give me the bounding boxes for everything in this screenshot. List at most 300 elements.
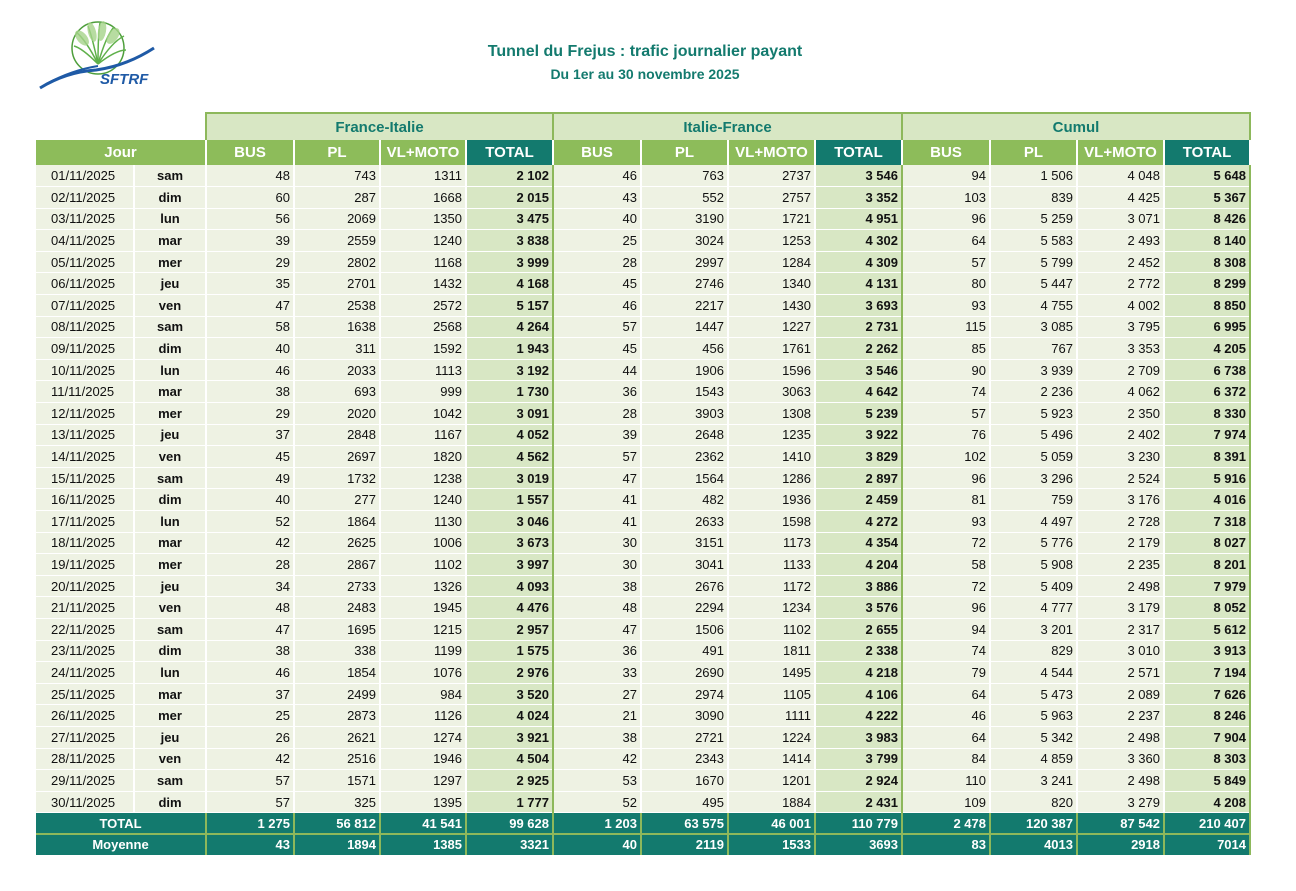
- date-cell: 07/11/2025: [36, 295, 134, 317]
- vl-moto-cell: 1395: [380, 791, 466, 813]
- pl-cell: 4 859: [990, 748, 1077, 770]
- vl-moto-cell: 1946: [380, 748, 466, 770]
- total-value: 1 275: [206, 813, 294, 834]
- total-cell: 3 829: [815, 446, 902, 468]
- total-cell: 8 052: [1164, 597, 1250, 619]
- vl-moto-cell: 1311: [380, 165, 466, 187]
- column-header-total: TOTAL: [1164, 140, 1250, 165]
- total-cell: 3 576: [815, 597, 902, 619]
- bus-cell: 85: [902, 338, 990, 360]
- vl-moto-cell: 1224: [728, 726, 815, 748]
- table-row: [36, 532, 1250, 554]
- bus-cell: 115: [902, 316, 990, 338]
- bus-cell: 90: [902, 359, 990, 381]
- bus-cell: 30: [553, 532, 641, 554]
- bus-cell: 29: [206, 251, 294, 273]
- vl-moto-cell: 3 071: [1077, 208, 1164, 230]
- bus-cell: 41: [553, 489, 641, 511]
- table-row: [36, 467, 1250, 489]
- vl-moto-cell: 1286: [728, 467, 815, 489]
- bus-cell: 28: [206, 554, 294, 576]
- pl-cell: 287: [294, 187, 380, 209]
- bus-cell: 93: [902, 511, 990, 533]
- pl-cell: 4 497: [990, 511, 1077, 533]
- date-cell: 14/11/2025: [36, 446, 134, 468]
- vl-moto-cell: 1326: [380, 575, 466, 597]
- vl-moto-cell: 2568: [380, 316, 466, 338]
- bus-cell: 42: [206, 748, 294, 770]
- weekday-cell: ven: [134, 597, 206, 619]
- total-cell: 3 997: [466, 554, 553, 576]
- weekday-cell: sam: [134, 316, 206, 338]
- average-value: 1385: [380, 834, 466, 855]
- total-cell: 7 318: [1164, 511, 1250, 533]
- total-cell: 7 974: [1164, 424, 1250, 446]
- vl-moto-cell: 1173: [728, 532, 815, 554]
- total-cell: 4 016: [1164, 489, 1250, 511]
- vl-moto-cell: 1235: [728, 424, 815, 446]
- column-header-bus: BUS: [902, 140, 990, 165]
- table-row: [36, 187, 1250, 209]
- total-cell: 5 849: [1164, 770, 1250, 792]
- date-cell: 03/11/2025: [36, 208, 134, 230]
- total-cell: 4 302: [815, 230, 902, 252]
- pl-cell: 2697: [294, 446, 380, 468]
- pl-cell: 2625: [294, 532, 380, 554]
- vl-moto-cell: 1253: [728, 230, 815, 252]
- column-header-vl-moto: VL+MOTO: [728, 140, 815, 165]
- weekday-cell: dim: [134, 791, 206, 813]
- weekday-cell: dim: [134, 187, 206, 209]
- bus-cell: 58: [902, 554, 990, 576]
- bus-cell: 40: [206, 338, 294, 360]
- vl-moto-cell: 1297: [380, 770, 466, 792]
- pl-cell: 5 473: [990, 683, 1077, 705]
- date-cell: 08/11/2025: [36, 316, 134, 338]
- table-row: [36, 316, 1250, 338]
- bus-cell: 21: [553, 705, 641, 727]
- vl-moto-cell: 1167: [380, 424, 466, 446]
- bus-cell: 64: [902, 683, 990, 705]
- total-cell: 7 194: [1164, 662, 1250, 684]
- total-cell: 2 655: [815, 618, 902, 640]
- weekday-cell: mar: [134, 532, 206, 554]
- total-cell: 3 913: [1164, 640, 1250, 662]
- bus-cell: 103: [902, 187, 990, 209]
- pl-cell: 5 583: [990, 230, 1077, 252]
- pl-cell: 2867: [294, 554, 380, 576]
- page-title: Tunnel du Frejus : trafic journalier payant: [487, 43, 803, 60]
- weekday-cell: mar: [134, 683, 206, 705]
- pl-cell: 2873: [294, 705, 380, 727]
- weekday-cell: mer: [134, 705, 206, 727]
- total-cell: 3 886: [815, 575, 902, 597]
- total-cell: 3 799: [815, 748, 902, 770]
- pl-cell: 3 085: [990, 316, 1077, 338]
- pl-cell: 2802: [294, 251, 380, 273]
- vl-moto-cell: 3 230: [1077, 446, 1164, 468]
- vl-moto-cell: 2 179: [1077, 532, 1164, 554]
- pl-cell: 743: [294, 165, 380, 187]
- average-value: 2918: [1077, 834, 1164, 855]
- vl-moto-cell: 3 179: [1077, 597, 1164, 619]
- date-cell: 15/11/2025: [36, 467, 134, 489]
- page-subtitle: Du 1er au 30 novembre 2025: [550, 66, 740, 82]
- bus-cell: 48: [553, 597, 641, 619]
- vl-moto-cell: 2 498: [1077, 770, 1164, 792]
- bus-cell: 36: [553, 381, 641, 403]
- bus-cell: 26: [206, 726, 294, 748]
- total-cell: 4 562: [466, 446, 553, 468]
- pl-cell: 3090: [641, 705, 728, 727]
- total-cell: 4 264: [466, 316, 553, 338]
- total-value: 2 478: [902, 813, 990, 834]
- pl-cell: 3041: [641, 554, 728, 576]
- vl-moto-cell: 1414: [728, 748, 815, 770]
- column-header-bus: BUS: [553, 140, 641, 165]
- vl-moto-cell: 1721: [728, 208, 815, 230]
- date-cell: 16/11/2025: [36, 489, 134, 511]
- average-value: 83: [902, 834, 990, 855]
- bus-cell: 93: [902, 295, 990, 317]
- total-cell: 5 157: [466, 295, 553, 317]
- table-row: [36, 662, 1250, 684]
- weekday-cell: mar: [134, 381, 206, 403]
- vl-moto-cell: 2 237: [1077, 705, 1164, 727]
- total-value: 110 779: [815, 813, 902, 834]
- bus-cell: 47: [206, 295, 294, 317]
- pl-cell: 2516: [294, 748, 380, 770]
- bus-cell: 46: [553, 295, 641, 317]
- vl-moto-cell: 2 728: [1077, 511, 1164, 533]
- vl-moto-cell: 2 317: [1077, 618, 1164, 640]
- pl-cell: 2633: [641, 511, 728, 533]
- total-cell: 7 979: [1164, 575, 1250, 597]
- total-cell: 4 309: [815, 251, 902, 273]
- pl-cell: 767: [990, 338, 1077, 360]
- total-cell: 7 904: [1164, 726, 1250, 748]
- average-value: 2119: [641, 834, 728, 855]
- pl-cell: 5 496: [990, 424, 1077, 446]
- weekday-cell: sam: [134, 467, 206, 489]
- pl-cell: 3 241: [990, 770, 1077, 792]
- bus-cell: 46: [553, 165, 641, 187]
- total-cell: 4 642: [815, 381, 902, 403]
- pl-cell: 1670: [641, 770, 728, 792]
- blank-header: [36, 113, 206, 140]
- pl-cell: 820: [990, 791, 1077, 813]
- total-cell: 8 426: [1164, 208, 1250, 230]
- vl-moto-cell: 1598: [728, 511, 815, 533]
- column-header-total: TOTAL: [815, 140, 902, 165]
- total-cell: 3 838: [466, 230, 553, 252]
- pl-cell: 2559: [294, 230, 380, 252]
- total-cell: 3 019: [466, 467, 553, 489]
- date-cell: 17/11/2025: [36, 511, 134, 533]
- table-row: [36, 251, 1250, 273]
- total-cell: 3 475: [466, 208, 553, 230]
- bus-cell: 74: [902, 381, 990, 403]
- vl-moto-cell: 1936: [728, 489, 815, 511]
- table-row: [36, 424, 1250, 446]
- total-label: TOTAL: [36, 813, 206, 834]
- vl-moto-cell: 3 176: [1077, 489, 1164, 511]
- weekday-cell: jeu: [134, 273, 206, 295]
- bus-cell: 42: [206, 532, 294, 554]
- bus-cell: 35: [206, 273, 294, 295]
- pl-cell: 2721: [641, 726, 728, 748]
- total-cell: 2 262: [815, 338, 902, 360]
- total-cell: 1 575: [466, 640, 553, 662]
- table-row: [36, 705, 1250, 727]
- pl-cell: 2974: [641, 683, 728, 705]
- pl-cell: 5 923: [990, 403, 1077, 425]
- weekday-cell: sam: [134, 618, 206, 640]
- bus-cell: 38: [553, 726, 641, 748]
- date-cell: 10/11/2025: [36, 359, 134, 381]
- pl-cell: 1906: [641, 359, 728, 381]
- pl-cell: 3 296: [990, 467, 1077, 489]
- bus-cell: 110: [902, 770, 990, 792]
- total-cell: 3 520: [466, 683, 553, 705]
- bus-cell: 72: [902, 575, 990, 597]
- bus-cell: 72: [902, 532, 990, 554]
- average-value: 1894: [294, 834, 380, 855]
- bus-cell: 45: [206, 446, 294, 468]
- total-cell: 3 999: [466, 251, 553, 273]
- date-cell: 09/11/2025: [36, 338, 134, 360]
- bus-cell: 45: [553, 273, 641, 295]
- pl-cell: 2343: [641, 748, 728, 770]
- table-row: [36, 618, 1250, 640]
- pl-cell: 338: [294, 640, 380, 662]
- pl-cell: 3903: [641, 403, 728, 425]
- vl-moto-cell: 984: [380, 683, 466, 705]
- vl-moto-cell: 1105: [728, 683, 815, 705]
- weekday-cell: sam: [134, 770, 206, 792]
- total-cell: 5 239: [815, 403, 902, 425]
- bus-cell: 94: [902, 618, 990, 640]
- vl-moto-cell: 2 089: [1077, 683, 1164, 705]
- vl-moto-cell: 1102: [728, 618, 815, 640]
- table-row: [36, 683, 1250, 705]
- total-cell: 3 546: [815, 165, 902, 187]
- total-value: 46 001: [728, 813, 815, 834]
- total-cell: 4 208: [1164, 791, 1250, 813]
- total-cell: 2 897: [815, 467, 902, 489]
- total-cell: 8 246: [1164, 705, 1250, 727]
- bus-cell: 81: [902, 489, 990, 511]
- total-cell: 8 201: [1164, 554, 1250, 576]
- bus-cell: 47: [553, 467, 641, 489]
- vl-moto-cell: 2 402: [1077, 424, 1164, 446]
- total-cell: 4 272: [815, 511, 902, 533]
- total-value: 210 407: [1164, 813, 1250, 834]
- vl-moto-cell: 1308: [728, 403, 815, 425]
- bus-cell: 58: [206, 316, 294, 338]
- bus-cell: 44: [553, 359, 641, 381]
- vl-moto-cell: 1042: [380, 403, 466, 425]
- pl-cell: 693: [294, 381, 380, 403]
- pl-cell: 5 447: [990, 273, 1077, 295]
- average-value: 1533: [728, 834, 815, 855]
- total-cell: 3 046: [466, 511, 553, 533]
- vl-moto-cell: 1130: [380, 511, 466, 533]
- pl-cell: 5 799: [990, 251, 1077, 273]
- group-header-italie-france: Italie-France: [553, 113, 902, 140]
- bus-cell: 102: [902, 446, 990, 468]
- table-row: [36, 726, 1250, 748]
- total-cell: 7 626: [1164, 683, 1250, 705]
- total-cell: 4 205: [1164, 338, 1250, 360]
- bus-cell: 64: [902, 230, 990, 252]
- table-row: [36, 770, 1250, 792]
- bus-cell: 47: [206, 618, 294, 640]
- bus-cell: 46: [902, 705, 990, 727]
- pl-cell: 2499: [294, 683, 380, 705]
- pl-cell: 1506: [641, 618, 728, 640]
- vl-moto-cell: 1172: [728, 575, 815, 597]
- date-cell: 11/11/2025: [36, 381, 134, 403]
- vl-moto-cell: 2 498: [1077, 575, 1164, 597]
- bus-cell: 52: [206, 511, 294, 533]
- table-row: [36, 748, 1250, 770]
- bus-cell: 28: [553, 403, 641, 425]
- logo-text: SFTRF: [100, 71, 149, 88]
- pl-cell: 495: [641, 791, 728, 813]
- date-cell: 28/11/2025: [36, 748, 134, 770]
- vl-moto-cell: 4 062: [1077, 381, 1164, 403]
- total-cell: 4 204: [815, 554, 902, 576]
- pl-cell: 5 409: [990, 575, 1077, 597]
- vl-moto-cell: 2572: [380, 295, 466, 317]
- pl-cell: 759: [990, 489, 1077, 511]
- pl-cell: 2 236: [990, 381, 1077, 403]
- total-cell: 2 459: [815, 489, 902, 511]
- bus-cell: 60: [206, 187, 294, 209]
- bus-cell: 94: [902, 165, 990, 187]
- total-cell: 2 015: [466, 187, 553, 209]
- total-cell: 2 976: [466, 662, 553, 684]
- date-cell: 21/11/2025: [36, 597, 134, 619]
- date-cell: 02/11/2025: [36, 187, 134, 209]
- bus-cell: 28: [553, 251, 641, 273]
- total-cell: 2 925: [466, 770, 553, 792]
- pl-cell: 2294: [641, 597, 728, 619]
- pl-cell: 2701: [294, 273, 380, 295]
- weekday-cell: ven: [134, 748, 206, 770]
- bus-cell: 96: [902, 597, 990, 619]
- group-header-cumul: Cumul: [902, 113, 1250, 140]
- bus-cell: 27: [553, 683, 641, 705]
- vl-moto-cell: 1430: [728, 295, 815, 317]
- pl-cell: 5 908: [990, 554, 1077, 576]
- vl-moto-cell: 1199: [380, 640, 466, 662]
- bus-cell: 42: [553, 748, 641, 770]
- table-row: [36, 403, 1250, 425]
- date-cell: 12/11/2025: [36, 403, 134, 425]
- vl-moto-cell: 2 709: [1077, 359, 1164, 381]
- bus-cell: 84: [902, 748, 990, 770]
- vl-moto-cell: 1133: [728, 554, 815, 576]
- pl-cell: 3 201: [990, 618, 1077, 640]
- vl-moto-cell: 1240: [380, 230, 466, 252]
- weekday-cell: mer: [134, 251, 206, 273]
- vl-moto-cell: 2 498: [1077, 726, 1164, 748]
- bus-cell: 39: [553, 424, 641, 446]
- total-cell: 2 338: [815, 640, 902, 662]
- vl-moto-cell: 1240: [380, 489, 466, 511]
- bus-cell: 36: [553, 640, 641, 662]
- total-cell: 4 131: [815, 273, 902, 295]
- total-cell: 5 367: [1164, 187, 1250, 209]
- total-cell: 3 091: [466, 403, 553, 425]
- date-cell: 04/11/2025: [36, 230, 134, 252]
- pl-cell: 2538: [294, 295, 380, 317]
- bus-cell: 96: [902, 208, 990, 230]
- bus-cell: 45: [553, 338, 641, 360]
- total-cell: 4 354: [815, 532, 902, 554]
- date-cell: 26/11/2025: [36, 705, 134, 727]
- vl-moto-cell: 1820: [380, 446, 466, 468]
- vl-moto-cell: 1811: [728, 640, 815, 662]
- pl-cell: 2069: [294, 208, 380, 230]
- table-row: [36, 597, 1250, 619]
- weekday-cell: mer: [134, 554, 206, 576]
- pl-cell: 1447: [641, 316, 728, 338]
- table-row: [36, 575, 1250, 597]
- pl-cell: 552: [641, 187, 728, 209]
- bus-cell: 52: [553, 791, 641, 813]
- pl-cell: 1 506: [990, 165, 1077, 187]
- pl-cell: 2483: [294, 597, 380, 619]
- weekday-cell: mar: [134, 230, 206, 252]
- total-cell: 5 648: [1164, 165, 1250, 187]
- table-row: [36, 446, 1250, 468]
- total-cell: 6 995: [1164, 316, 1250, 338]
- weekday-cell: ven: [134, 295, 206, 317]
- pl-cell: 5 259: [990, 208, 1077, 230]
- pl-cell: 3 939: [990, 359, 1077, 381]
- bus-cell: 76: [902, 424, 990, 446]
- bus-cell: 38: [206, 640, 294, 662]
- total-cell: 8 391: [1164, 446, 1250, 468]
- table-row: [36, 554, 1250, 576]
- average-row: [36, 834, 1250, 855]
- table-row: [36, 511, 1250, 533]
- bus-cell: 34: [206, 575, 294, 597]
- total-cell: 8 330: [1164, 403, 1250, 425]
- vl-moto-cell: 1592: [380, 338, 466, 360]
- total-cell: 3 693: [815, 295, 902, 317]
- table-row: [36, 791, 1250, 813]
- column-header-pl: PL: [294, 140, 380, 165]
- total-cell: 8 299: [1164, 273, 1250, 295]
- date-cell: 23/11/2025: [36, 640, 134, 662]
- pl-cell: 763: [641, 165, 728, 187]
- pl-cell: 2362: [641, 446, 728, 468]
- bus-cell: 43: [553, 187, 641, 209]
- vl-moto-cell: 1350: [380, 208, 466, 230]
- group-header-france-italie: France-Italie: [206, 113, 553, 140]
- vl-moto-cell: 1410: [728, 446, 815, 468]
- bus-cell: 25: [206, 705, 294, 727]
- column-header-pl: PL: [641, 140, 728, 165]
- pl-cell: 311: [294, 338, 380, 360]
- pl-cell: 1732: [294, 467, 380, 489]
- pl-cell: 1543: [641, 381, 728, 403]
- average-value: 40: [553, 834, 641, 855]
